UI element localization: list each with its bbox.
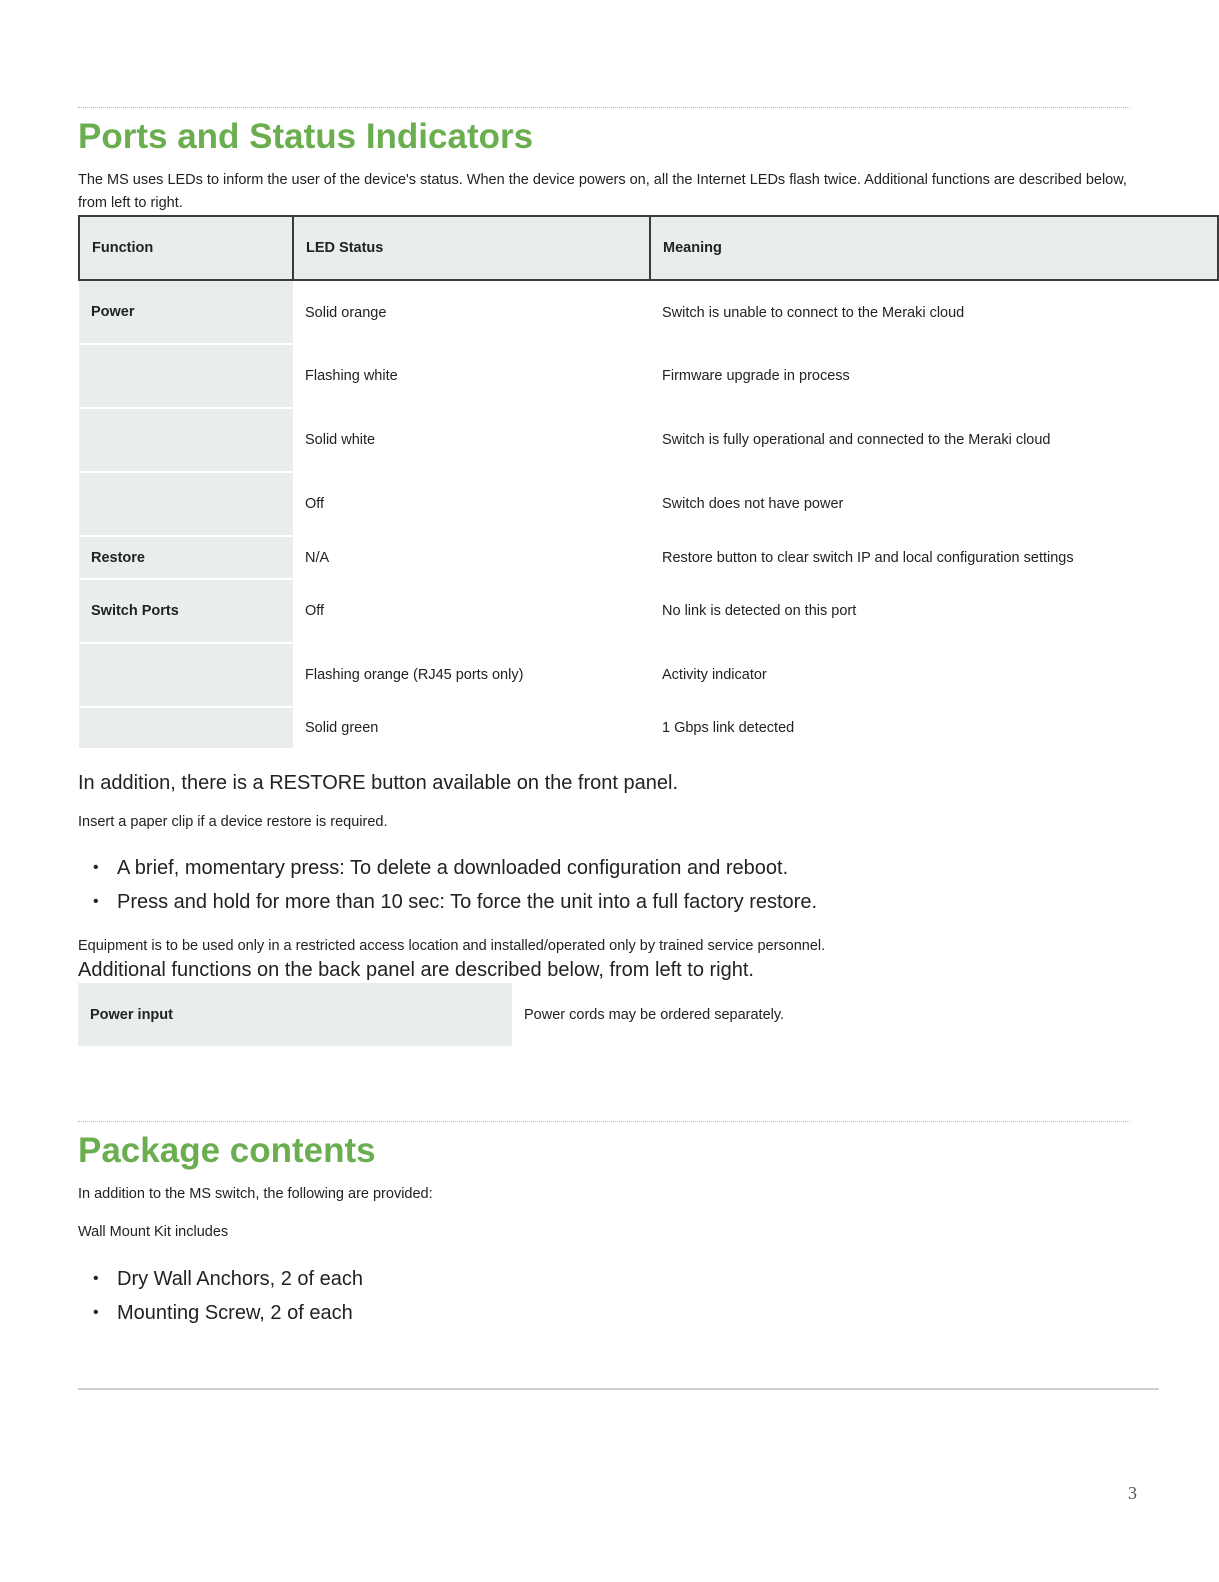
row-meaning: Switch is unable to connect to the Meraki cloud bbox=[662, 304, 965, 321]
row-function bbox=[79, 707, 293, 749]
row-status: Solid green bbox=[305, 720, 379, 736]
row-meaning: Switch does not have power bbox=[662, 496, 844, 512]
row-meaning: Switch is fully operational and connected to the Meraki cloud bbox=[662, 432, 1051, 448]
row-function bbox=[79, 643, 293, 707]
list-item-text: Press and hold for more than 10 sec: To force the unit into a full factory restore. bbox=[117, 891, 817, 913]
header-function: Function bbox=[79, 216, 293, 280]
row-meaning: Firmware upgrade in process bbox=[662, 368, 850, 384]
list-item bbox=[78, 885, 817, 919]
ports-intro: The MS uses LEDs to inform the user of the device's status. When the device powers on, all the Internet LEDs flash twice. Additional functions are described below, from left to right. bbox=[78, 172, 1127, 211]
header-meaning: Meaning bbox=[650, 216, 1218, 280]
row-status: Flashing white bbox=[305, 368, 398, 384]
row-function: Restore bbox=[79, 536, 293, 579]
table-row bbox=[79, 280, 1218, 344]
table-row bbox=[79, 344, 1218, 408]
table-header-row bbox=[79, 216, 1218, 280]
row-meaning: Power cords may be ordered separately. bbox=[524, 1006, 785, 1023]
table-row bbox=[79, 472, 1218, 536]
wall-mount-kit-label: Wall Mount Kit includes bbox=[78, 1224, 229, 1240]
table-row bbox=[79, 643, 1218, 707]
list-item bbox=[78, 1262, 363, 1296]
package-item-list bbox=[78, 1262, 363, 1330]
table-row bbox=[78, 983, 796, 1046]
row-meaning: Restore button to clear switch IP and local configuration settings bbox=[662, 549, 1074, 566]
row-function: Power input bbox=[78, 983, 512, 1046]
restore-heading: In addition, there is a RESTORE button available on the front panel. bbox=[78, 772, 678, 794]
back-panel-table bbox=[78, 983, 796, 1046]
table-row bbox=[79, 536, 1218, 579]
list-item bbox=[78, 1296, 363, 1330]
section-title-package: Package contents bbox=[78, 1131, 376, 1170]
list-item-text: A brief, momentary press: To delete a downloaded configuration and reboot. bbox=[117, 857, 789, 879]
restore-instruction: Insert a paper clip if a device restore is required. bbox=[78, 814, 388, 830]
row-meaning: Activity indicator bbox=[662, 667, 767, 683]
bullet-icon: • bbox=[93, 893, 99, 910]
back-panel-heading: Additional functions on the back panel are described below, from left to right. bbox=[78, 959, 754, 981]
header-led-status: LED Status bbox=[293, 216, 650, 280]
restore-bullet-list bbox=[78, 851, 817, 919]
row-function bbox=[79, 472, 293, 536]
row-status: Off bbox=[305, 496, 325, 512]
row-meaning: 1 Gbps link detected bbox=[662, 720, 795, 736]
row-function: Power bbox=[79, 280, 293, 344]
row-status: N/A bbox=[305, 549, 330, 566]
section-title-ports: Ports and Status Indicators bbox=[78, 117, 534, 156]
footer-divider bbox=[78, 1388, 1159, 1390]
page-number: 3 bbox=[1128, 1483, 1137, 1503]
bullet-icon: • bbox=[93, 1304, 99, 1321]
equipment-note: Equipment is to be used only in a restricted access location and installed/operated only by trained service personnel. bbox=[78, 938, 826, 954]
package-intro: In addition to the MS switch, the following are provided: bbox=[78, 1186, 433, 1202]
bullet-icon: • bbox=[93, 859, 99, 876]
led-status-table bbox=[78, 215, 1219, 750]
list-item-text: Mounting Screw, 2 of each bbox=[117, 1302, 353, 1324]
row-meaning: No link is detected on this port bbox=[662, 603, 857, 619]
section-divider bbox=[78, 1121, 1130, 1122]
section-divider bbox=[78, 107, 1130, 108]
list-item-text: Dry Wall Anchors, 2 of each bbox=[117, 1268, 364, 1290]
row-function: Switch Ports bbox=[79, 579, 293, 643]
row-function bbox=[79, 344, 293, 408]
table-row bbox=[79, 707, 1218, 749]
list-item bbox=[78, 851, 817, 885]
row-status: Flashing orange (RJ45 ports only) bbox=[305, 667, 524, 683]
row-status: Solid white bbox=[305, 432, 376, 448]
table-row bbox=[79, 408, 1218, 472]
row-status: Off bbox=[305, 603, 325, 619]
row-function bbox=[79, 408, 293, 472]
table-row bbox=[79, 579, 1218, 643]
row-status: Solid orange bbox=[305, 304, 387, 321]
bullet-icon: • bbox=[93, 1270, 99, 1287]
